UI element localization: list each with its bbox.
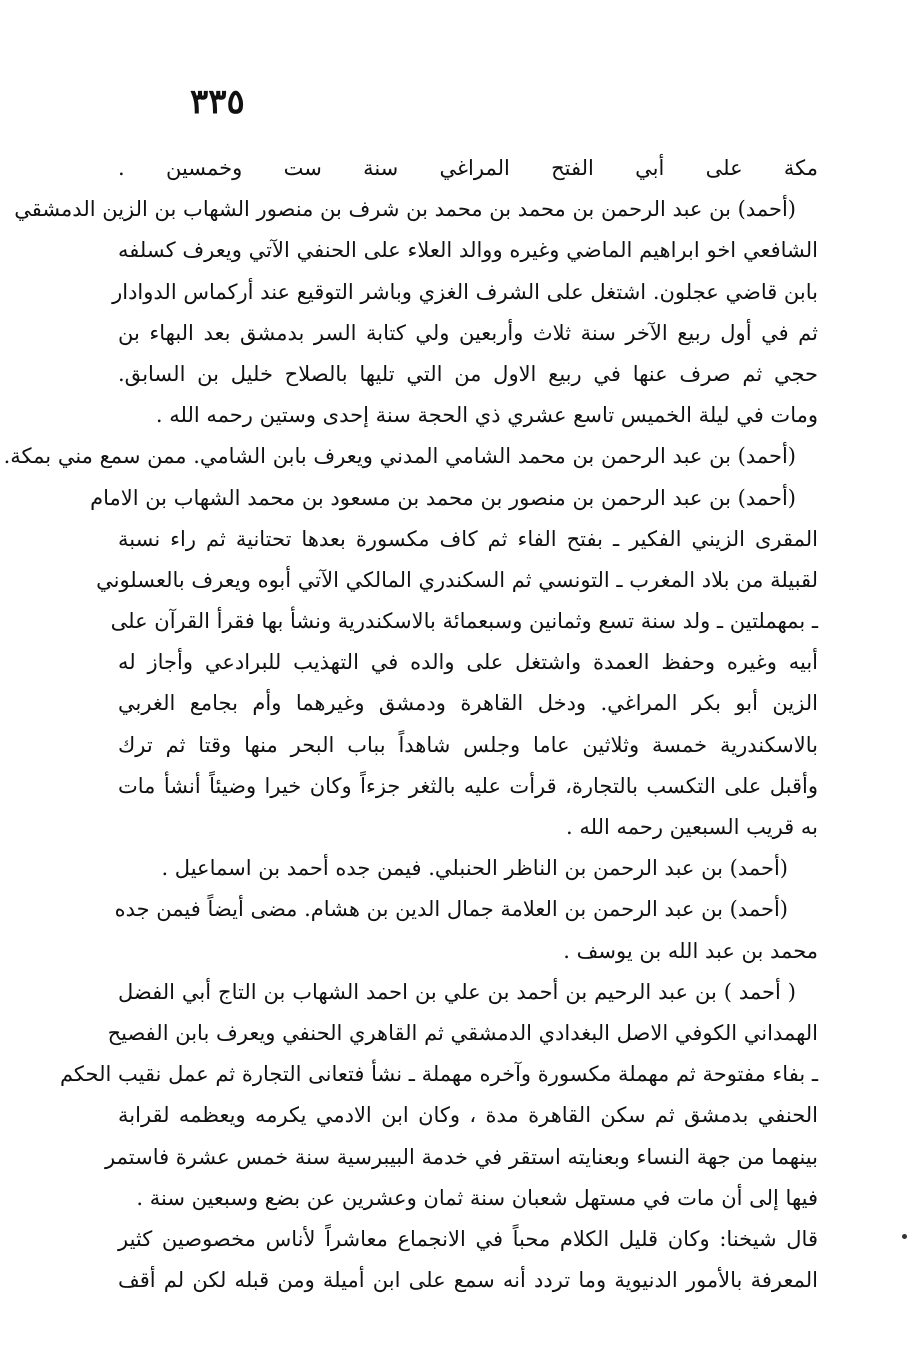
text-line: محمد بن عبد الله بن يوسف . (563, 938, 818, 963)
text-line: المعرفة بالأمور الدنيوية وما تردد أنه سمع على ابن أميلة ومن قبله لكن لم أقف (118, 1268, 818, 1293)
text-line: الهمداني الكوفي الاصل البغدادي الدمشقي ثم القاهري الحنفي ويعرف بابن الفصيح (107, 1020, 818, 1045)
text-line: ثم في أول ربيع الآخر سنة ثلاث وأربعين ولي كتابة السر بدمشق بعد البهاء بن (118, 320, 818, 345)
text-line: (أحمد) بن عبد الرحمن بن الناظر الحنبلي. فيمن جده أحمد بن اسماعيل . (161, 856, 788, 881)
text-line: ( أحمد ) بن عبد الرحيم بن أحمد بن علي بن احمد الشهاب بن التاج أبي الفضل (118, 979, 796, 1004)
text-line: مكة على أبي الفتح المراغي سنة ست وخمسين . (118, 156, 818, 180)
text-line: به قريب السبعين رحمه الله . (566, 815, 818, 839)
text-line: قال شيخنا: وكان قليل الكلام محباً في الانجماع معاشراً لأناس مخصوصين كثير (118, 1226, 818, 1251)
text-line: ومات في ليلة الخميس تاسع عشري ذي الحجة سنة إحدى وستين رحمه الله . (155, 403, 818, 428)
text-line: أبيه وغيره وحفظ العمدة واشتغل على والده في التهذيب للبرادعي وأجاز له (118, 650, 818, 675)
text-line: حجي ثم صرف عنها في ربيع الاول من التي تليها بالصلاح خليل بن السابق. (118, 361, 818, 386)
text-line: لقبيلة من بلاد المغرب ـ التونسي ثم السكندري المالكي الآتي أبوه ويعرف بالعسلوني (96, 567, 818, 592)
text-line: الحنفي بدمشق ثم سكن القاهرة مدة ، وكان ابن الادمي يكرمه ويعظمه لقرابة (118, 1103, 818, 1128)
page-number: ٣٣٥ (190, 82, 245, 122)
text-line: بينهما من جهة النساء وبعنايته استقر في خدمة البيبرسية سنة خمس عشرة فاستمر (105, 1144, 818, 1169)
text-line: ـ بمهملتين ـ ولد سنة تسع وثمانين وسبعمائة بالاسكندرية ونشأ بها فقرأ القرآن على (110, 609, 818, 634)
page-body-text (3, 148, 818, 1301)
text-line: ـ بفاء مفتوحة ثم مهملة مكسورة وآخره مهملة ـ نشأ فتعانى التجارة ثم عمل نقيب الحكم (59, 1062, 818, 1087)
text-line: بالاسكندرية خمسة وثلاثين عاما وجلس شاهداً بباب البحر منها وقتا ثم ترك (118, 732, 818, 757)
text-line: (أحمد) بن عبد الرحمن بن محمد الشامي المدني ويعرف بابن الشامي. ممن سمع مني بمكة. (3, 444, 796, 469)
text-line: فيها إلى أن مات في مستهل شعبان سنة ثمان وعشرين عن بضع وسبعين سنة . (136, 1185, 818, 1210)
margin-mark (902, 1234, 907, 1239)
text-line: الشافعي اخو ابراهيم الماضي وغيره ووالد العلاء على الحنفي الآتي ويعرف كسلفه (118, 238, 818, 263)
text-line: وأقبل على التكسب بالتجارة، قرأت عليه بالثغر جزءاً وكان خيرا وضيئاً أنشأ مات (118, 773, 818, 798)
text-line: بابن قاضي عجلون. اشتغل على الشرف الغزي وباشر التوقيع عند أركماس الدوادار (112, 279, 818, 304)
text-line: المقرى الزيني الفكير ـ بفتح الفاء ثم كاف مكسورة بعدها تحتانية ثم راء نسبة (118, 526, 818, 551)
text-line: (أحمد) بن عبد الرحمن بن محمد بن محمد بن شرف بن منصور الشهاب بن الزين الدمشقي (14, 197, 796, 222)
text-line: (أحمد) بن عبد الرحمن بن العلامة جمال الدين بن هشام. مضى أيضاً فيمن جده (114, 897, 788, 922)
text-line: الزين أبو بكر المراغي. ودخل القاهرة ودمشق وغيرهما وأم بجامع الغربي (118, 691, 818, 716)
text-line: (أحمد) بن عبد الرحمن بن منصور بن محمد بن مسعود بن محمد الشهاب بن الامام (90, 485, 796, 510)
